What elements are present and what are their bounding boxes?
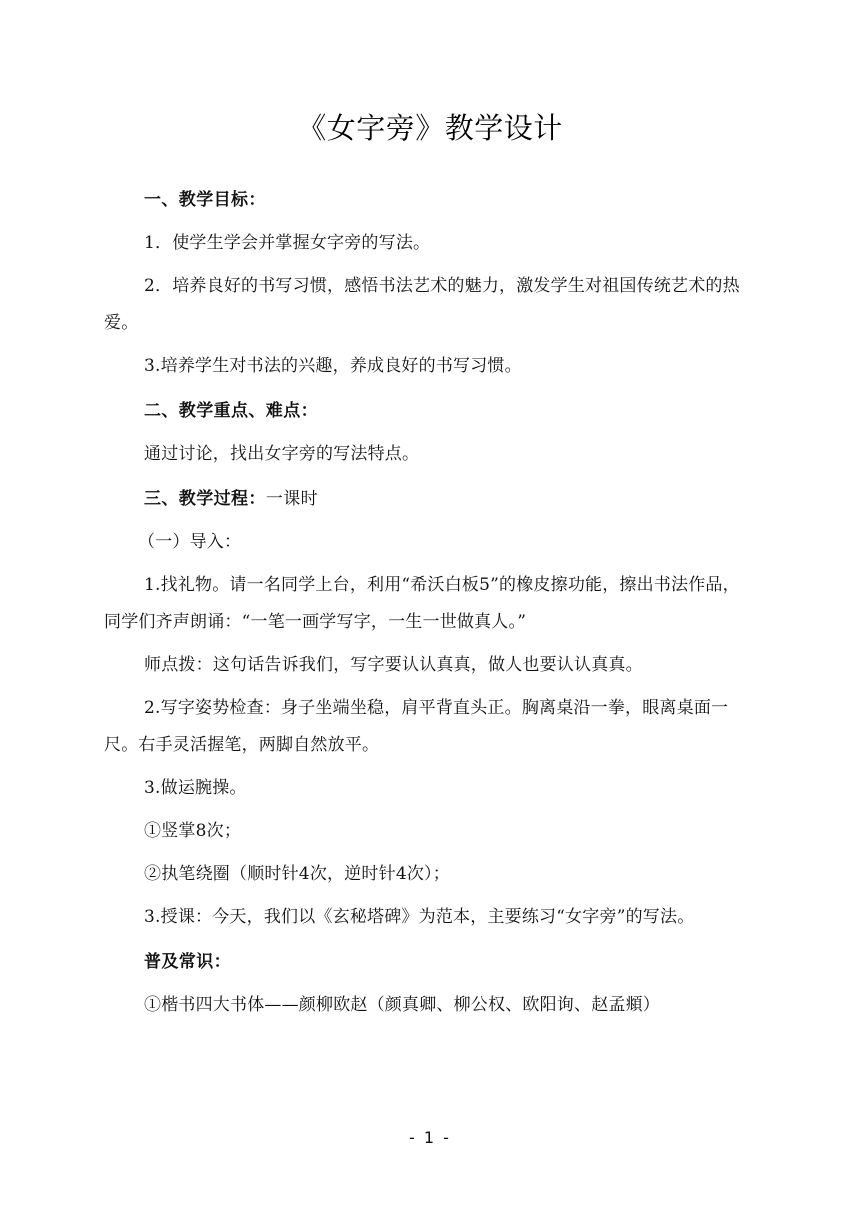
page-number: - 1 - xyxy=(409,1128,451,1147)
process-paragraph-7: 3.授课：今天，我们以《玄秘塔碑》为范本，主要练习“女字旁”的写法。 xyxy=(144,907,695,927)
key-points-text: 通过讨论，找出女字旁的写法特点。 xyxy=(144,444,420,464)
process-paragraph-4: 3.做运腕操。 xyxy=(144,778,247,798)
objective-item-1: 1．使学生学会并掌握女字旁的写法。 xyxy=(144,233,431,253)
objective-item-3: 3.培养学生对书法的兴趣，养成良好的书写习惯。 xyxy=(144,356,522,376)
process-heading-label: 三、教学过程： xyxy=(144,489,266,509)
section-heading-key-points: 二、教学重点、难点： xyxy=(144,401,318,421)
process-paragraph-1: 1.找礼物。请一名同学上台，利用“希沃白板5”的橡皮擦功能，擦出书法作品，同学们齐声朗诵：“一笔一画学写字，一生一世做真人。” xyxy=(104,575,740,632)
process-paragraph-3: 2.写字姿势检查：身子坐端坐稳，肩平背直头正。胸离桌沿一拳，眼离桌面一尺。右手灵活握笔，两脚自然放平。 xyxy=(104,698,729,755)
document-title: 《女字旁》教学设计 xyxy=(297,111,563,145)
document-body xyxy=(104,182,756,1024)
section-heading-process xyxy=(104,481,756,518)
objective-item-2: 2．培养良好的书写习惯，感悟书法艺术的魅力，激发学生对祖国传统艺术的热爱。 xyxy=(104,276,740,333)
process-paragraph-6: ②执笔绕圈（顺时针4次，逆时针4次）； xyxy=(144,864,450,884)
intro-subheading: （一）导入： xyxy=(138,532,242,552)
process-paragraph-2: 师点拨：这句话告诉我们，写字要认认真真，做人也要认认真真。 xyxy=(144,655,643,675)
section-heading-common-knowledge: 普及常识： xyxy=(144,952,231,972)
process-heading-tail: 一课时 xyxy=(265,489,319,509)
section-heading-objectives: 一、教学目标： xyxy=(144,190,266,210)
common-knowledge-text: ①楷书四大书体——颜柳欧赵（颜真卿、柳公权、欧阳询、赵孟頫） xyxy=(144,995,660,1015)
process-paragraph-5: ①竖掌8次； xyxy=(144,821,242,841)
